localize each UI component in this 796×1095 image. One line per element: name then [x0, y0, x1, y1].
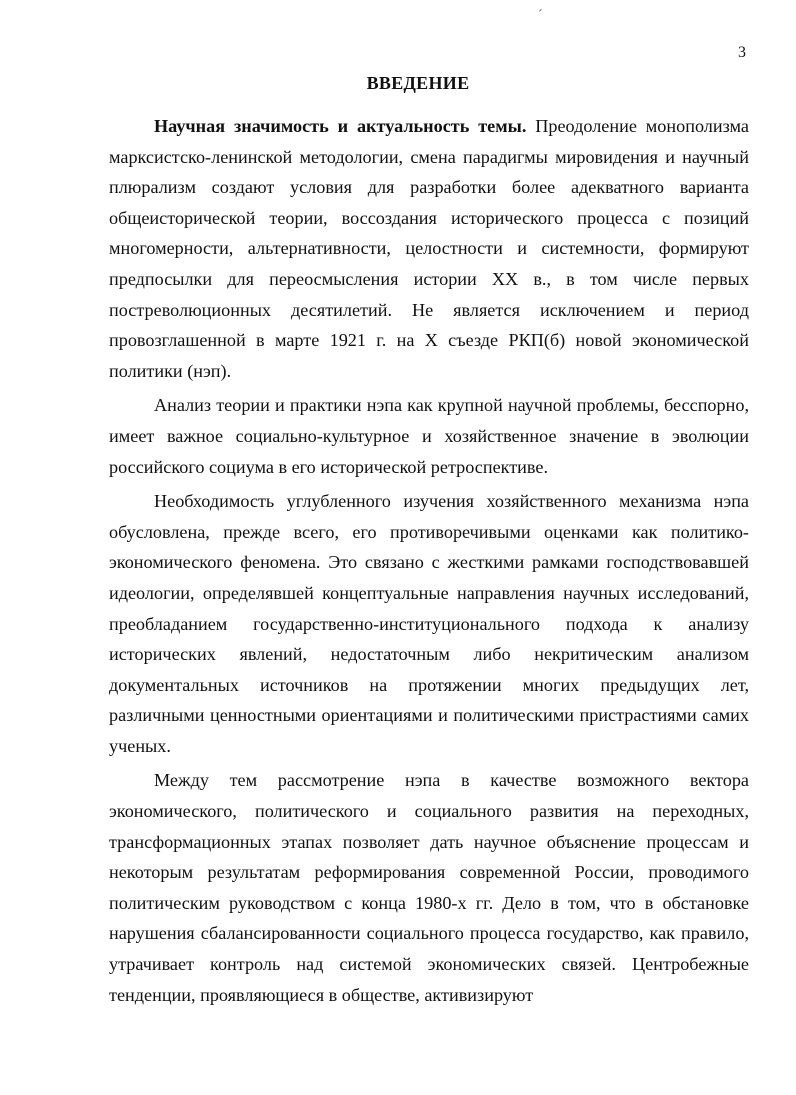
page-title: ВВЕДЕНИЕ — [366, 73, 470, 93]
paragraph-4: Между тем рассмотрение нэпа в качестве возможного вектора экономического, политического и социального развития на переходных, трансформационных этапах позволяет дать научное объяснение процессам и некоторым результатам реформирования современной России, проводимого политическим руководством с конца 1980-х гг. Дело в том, что в обстановке нарушения сбалансированности социального процесса государство, как правило, утрачивает контроль над системой экономических связей. Центробежные тенденции, проявляющиеся в обществе, активизируют — [109, 770, 749, 1005]
scan-mark: ´ — [538, 8, 543, 23]
body-text — [109, 111, 749, 1010]
paragraph-lead: Научная значимость и актуальность темы. — [154, 116, 527, 136]
paragraph-3: Необходимость углубленного изучения хозяйственного механизма нэпа обусловлена, прежде всего, его противоречивыми оценками как политико-экономического феномена. Это связано с жесткими рамками господствовавшей идеологии, определявшей концептуальные направления научных исследований, преобладанием государственно-институционального подхода к анализу исторических явлений, недостаточным либо некритическим анализом документальных источников на протяжении многих предыдущих лет, различными ценностными ориентациями и политическими пристрастиями самих ученых. — [109, 491, 749, 756]
page-number: 3 — [738, 44, 746, 61]
paragraph-2: Анализ теории и практики нэпа как крупной научной проблемы, бесспорно, имеет важное социально-культурное и хозяйственное значение в эволюции российского социума в его исторической ретроспективе. — [109, 395, 749, 477]
paragraph-1-text: Преодоление монополизма марксистско-ленинской методологии, смена парадигмы мировидения и научный плюрализм создают условия для разработки более адекватного варианта общеисторической теории, воссоздания исторического процесса с позиций многомерности, альтернативности, целостности и системности, формируют предпосылки для переосмысления истории XX в., в том числе первых постреволюционных десятилетий. Не является исключением и период провозглашенной в марте 1921 г. на X съезде РКП(б) новой экономической политики (нэп). — [109, 116, 750, 381]
paragraph-1 — [109, 111, 749, 386]
